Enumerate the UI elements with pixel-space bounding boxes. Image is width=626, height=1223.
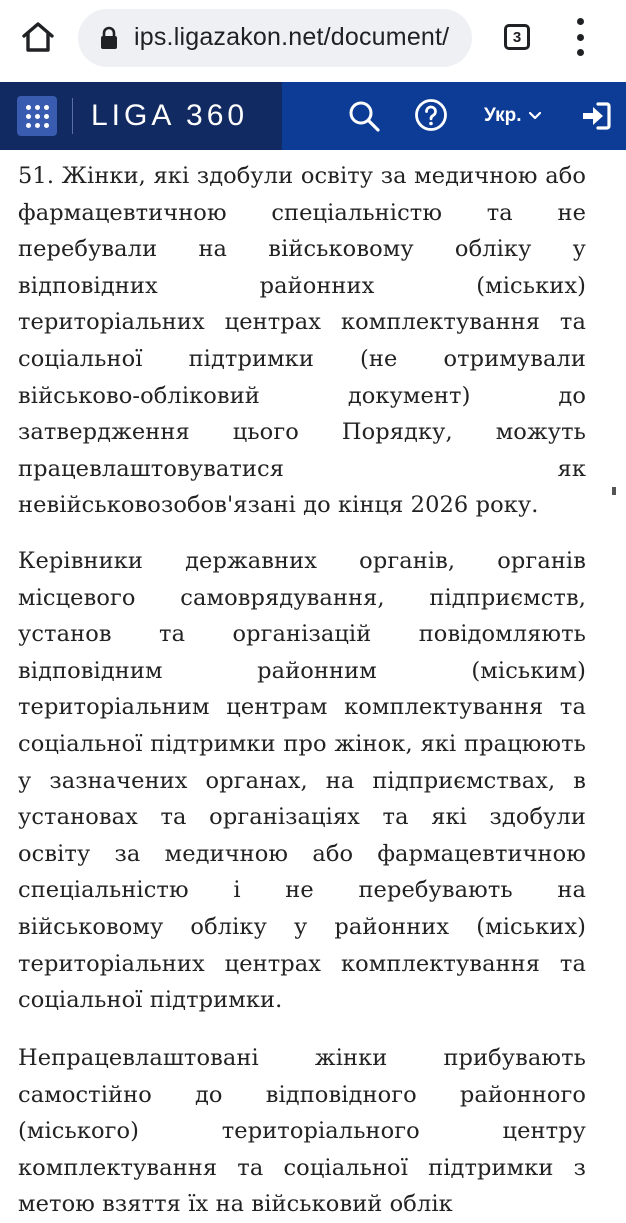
home-button[interactable] <box>16 14 60 60</box>
tab-count: 3 <box>504 24 530 50</box>
address-bar[interactable] <box>78 9 472 67</box>
language-label: Укр. <box>484 105 522 126</box>
header-divider <box>72 98 73 134</box>
document-paragraph: 51. Жінки, які здобули освіту за медичною або фармацевтичною спеціальністю та не перебували на військовому обліку у відповідних районних (міських) територіальних центрах комплектування та соціальної підтримки (не отримували військово-обліковий документ) до затвердження цього Порядку, можуть працевлаштовуватися як невійськовозобов'язані до кінця 2026 року. <box>18 163 586 519</box>
apps-grid-button[interactable] <box>17 96 57 136</box>
document-paragraph: Керівники державних органів, органів місцевого самоврядування, підприємств, установ та організацій повідомляють відповідним районним (міським) територіальним центрам комплектування та соціальної підтримки про жінок, які працюють у зазначених органах, на підприємствах, в установах та організаціях та які здобули освіту за медичною або фармацевтичною спеціальністю і не перебувають на військовому обліку у районних (міських) територіальних центрах комплектування та соціальної підтримки. <box>18 548 586 1014</box>
more-vertical-icon <box>577 18 584 25</box>
tab-switcher-button[interactable] <box>498 20 536 54</box>
browser-menu-button[interactable] <box>566 18 594 56</box>
browser-toolbar <box>0 0 626 82</box>
scrollbar-thumb[interactable] <box>612 487 616 495</box>
help-icon[interactable] <box>414 98 448 132</box>
lock-icon <box>100 26 118 50</box>
language-selector[interactable] <box>484 102 542 130</box>
document-paragraph: Непрацевлаштовані жінки прибувають самостійно до відповідного районного (міського) територіального центру комплектування та соціальної підтримки з метою взяття їх на військовий облік <box>18 1045 586 1218</box>
site-header <box>0 82 626 150</box>
document-body <box>0 150 626 1218</box>
chevron-down-icon <box>528 111 542 121</box>
grid-icon <box>26 105 31 110</box>
home-icon <box>21 21 55 53</box>
login-icon[interactable] <box>580 100 612 132</box>
search-icon[interactable] <box>346 98 382 134</box>
header-brand-area <box>0 82 282 150</box>
site-logo[interactable]: LIGA 360 <box>91 99 249 132</box>
url-text: ips.ligazakon.net/document/ <box>134 23 450 51</box>
